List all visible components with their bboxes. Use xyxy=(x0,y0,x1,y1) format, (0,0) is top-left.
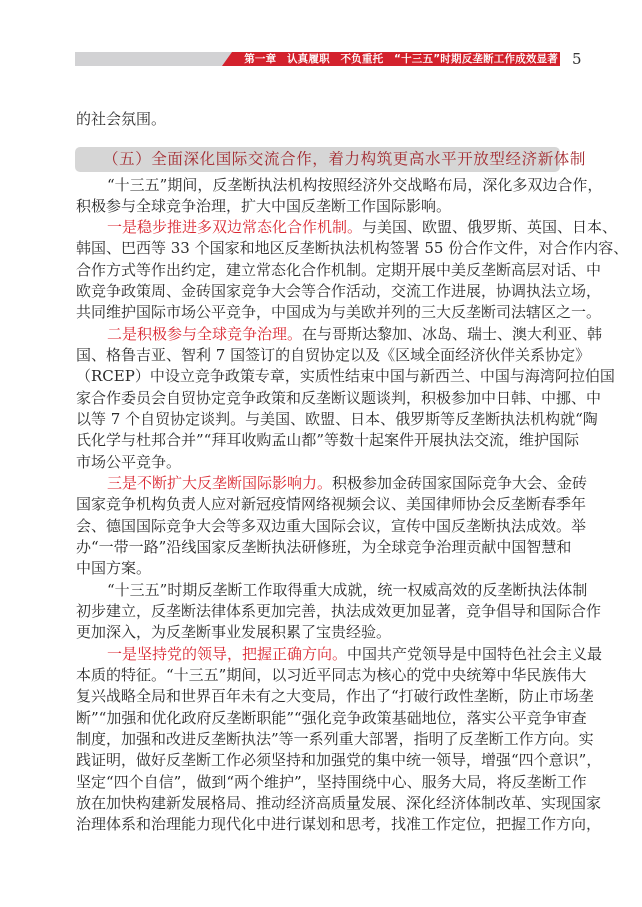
text-line xyxy=(76,217,618,238)
text-line xyxy=(76,729,594,750)
text-line xyxy=(76,196,559,217)
line-text: 共同维护国际市场公平竞争，中国成为与美欧并列的三大反垄断司法辖区之一。 xyxy=(76,303,602,322)
line-text: “十三五”时期反垄断工作取得重大成就，统一权威高效的反垄断执法体制 xyxy=(107,580,588,599)
text-line xyxy=(76,750,602,771)
page-number: 5 xyxy=(572,50,582,68)
line-text: 断”“加强和优化政府反垄断职能”“强化竞争政策基础地位，落实公平竞争审查 xyxy=(76,708,587,727)
text-line xyxy=(76,580,588,601)
line-text: 放在加快构建新发展格局、推动经济高质量发展、深化经济体制改革、实现国家 xyxy=(76,794,602,813)
line-text: 合作方式等作出约定，建立常态化合作机制。定期开展中美反垄断高层对话、中 xyxy=(76,260,602,279)
text-line xyxy=(76,473,588,494)
text-line xyxy=(76,665,587,686)
text-line xyxy=(76,537,572,558)
text-line xyxy=(76,430,580,451)
line-text: 中国方案。 xyxy=(76,559,152,578)
line-text: 氏化学与杜邦合并”“拜耳收购孟山都”等数十起案件开展执法交流，维护国际 xyxy=(76,431,580,450)
text-line xyxy=(76,281,602,302)
text-line xyxy=(76,516,587,537)
text-line xyxy=(76,175,603,196)
text-line xyxy=(76,601,602,622)
line-text: 坚定“四个自信”，做到“两个维护”，坚持围绕中心、服务大局，将反垄断工作 xyxy=(76,772,587,791)
line-text: 初步建立，反垄断法律体系更加完善，执法成效更加显著，竞争倡导和国际合作 xyxy=(76,602,602,621)
text-line xyxy=(76,686,594,707)
line-text: 办“一带一路”沿线国家反垄断执法研修班，为全球竞争治理贡献中国智慧和 xyxy=(76,538,572,557)
intro-line: 的社会氛围。 xyxy=(76,110,167,128)
text-line xyxy=(76,494,587,515)
line-text: 国家竞争机构负责人应对新冠疫情网络视频会议、美国律师协会反垄断春季年 xyxy=(76,495,587,514)
line-text: 制度，加强和改进反垄断执法”等一系列重大部署，指明了反垄断工作方向。实 xyxy=(76,730,594,749)
line-text: 治理体系和治理能力现代化中进行谋划和思考，找准工作定位，把握工作方向， xyxy=(76,815,602,834)
text-line xyxy=(76,260,602,281)
line-text: “十三五”期间，反垄断执法机构按照经济外交战略布局，深化多双边合作， xyxy=(107,175,603,194)
section-heading-box xyxy=(75,147,587,172)
line-text: 积极参与全球竞争治理，扩大中国反垄断工作国际影响。 xyxy=(76,196,452,215)
text-line xyxy=(76,622,559,643)
text-line xyxy=(76,366,615,387)
line-text: 以等 7 个自贸协定谈判。与美国、欧盟、日本、俄罗斯等反垄断执法机构就“陶 xyxy=(76,410,598,429)
lead-phrase: 一是稳步推进多双边常态化合作机制。 xyxy=(107,218,363,237)
running-header-chapter-title: 第一章 认真履职 不负重托 “十三五”时期反垄断工作成效显著 xyxy=(244,53,558,65)
text-line xyxy=(76,409,598,430)
line-text: 在与哥斯达黎加、冰岛、瑞士、澳大利亚、韩 xyxy=(302,324,603,343)
text-line xyxy=(76,793,602,814)
lead-phrase: 三是不断扩大反垄断国际影响力。 xyxy=(107,474,333,493)
text-line xyxy=(76,238,629,259)
text-line xyxy=(76,345,591,366)
line-text: 欧竞争政策周、金砖国家竞争大会等合作活动，交流工作进展，协调执法立场， xyxy=(76,282,602,301)
text-line xyxy=(76,814,602,835)
text-line xyxy=(76,324,603,345)
line-text: 韩国、巴西等 33 个国家和地区反垄断执法机构签署 55 份合作文件，对合作内容、 xyxy=(76,239,629,258)
text-line xyxy=(76,708,587,729)
line-text: 家合作委员会自贸协定竞争政策和反垄断议题谈判，积极参加中日韩、中挪、中 xyxy=(76,388,602,407)
text-line xyxy=(76,772,587,793)
header-gray-bar xyxy=(75,52,235,66)
lead-phrase: 二是积极参与全球竞争治理。 xyxy=(107,324,303,343)
text-line xyxy=(76,644,603,665)
line-text: 践证明，做好反垄断工作必须坚持和加强党的集中统一领导，增强“四个意识”， xyxy=(76,751,602,770)
line-text: 积极参加金砖国家国际竞争大会、金砖 xyxy=(332,474,588,493)
line-text: 国、格鲁吉亚、智利 7 国签订的自贸协定以及《区域全面经济伙伴关系协定》 xyxy=(76,346,591,365)
text-line xyxy=(76,558,559,579)
line-text: 会、德国国际竞争大会等多双边重大国际会议，宣传中国反垄断执法成效。举 xyxy=(76,516,587,535)
text-line xyxy=(76,302,602,323)
line-text: 市场公平竞争。 xyxy=(76,452,182,471)
line-text: 本质的特征。“十三五”期间，以习近平同志为核心的党中央统筹中华民族伟大 xyxy=(76,666,587,685)
line-text: 与美国、欧盟、俄罗斯、英国、日本、 xyxy=(362,218,618,237)
line-text: 复兴战略全局和世界百年未有之大变局，作出了“打破行政性垄断，防止市场垄 xyxy=(76,687,594,706)
section-heading: （五）全面深化国际交流合作，着力构筑更高水平开放型经济新体制 xyxy=(103,150,587,168)
line-text: （RCEP）中设立竞争政策专章，实质性结束中国与新西兰、中国与海湾阿拉伯国 xyxy=(76,367,615,386)
text-line xyxy=(76,452,559,473)
line-text: 更加深入，为反垄断事业发展积累了宝贵经验。 xyxy=(76,623,392,642)
lead-phrase: 一是坚持党的领导，把握正确方向。 xyxy=(107,644,348,663)
line-text: 中国共产党领导是中国特色社会主义最 xyxy=(347,644,603,663)
text-line xyxy=(76,388,602,409)
